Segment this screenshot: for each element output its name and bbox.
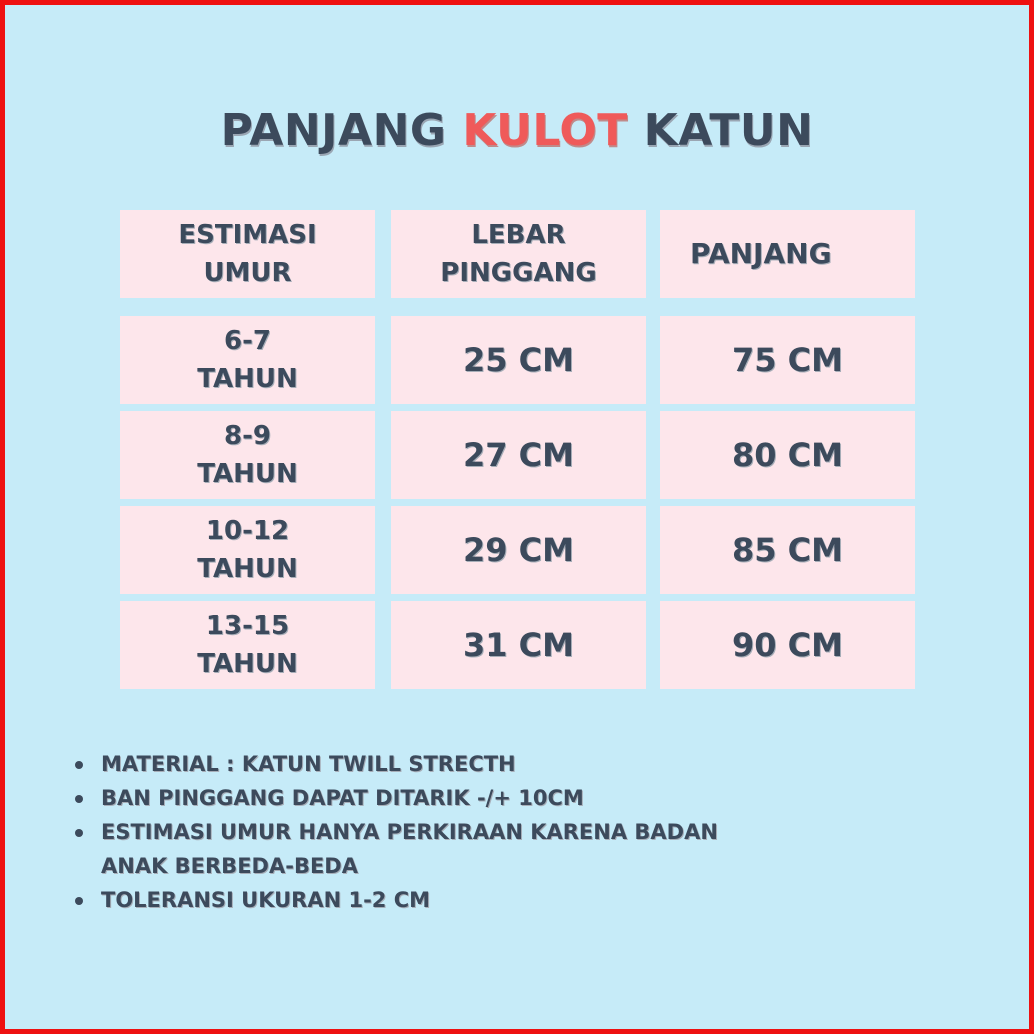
page-title	[5, 101, 1029, 161]
header-cell-waist	[391, 210, 646, 298]
table-cell-age	[120, 506, 375, 594]
header-length-label: PANJANG	[690, 237, 832, 270]
table-cell-age	[120, 316, 375, 404]
table-cell-waist	[391, 411, 646, 499]
header-cell-length	[660, 210, 915, 298]
length-value: 85 CM	[732, 531, 843, 569]
table-cell-age	[120, 411, 375, 499]
notes-list	[73, 747, 791, 917]
waist-value: 27 CM	[463, 436, 574, 474]
note-item: ESTIMASI UMUR HANYA PERKIRAAN KARENA BADAN ANAK BERBEDA-BEDA	[73, 815, 791, 883]
table-cell-length	[660, 601, 915, 689]
header-age-line1: ESTIMASI	[178, 220, 317, 250]
table-cell-age	[120, 601, 375, 689]
age-range: 6-7	[224, 326, 271, 356]
age-unit: TAHUN	[197, 459, 298, 489]
length-value: 80 CM	[732, 436, 843, 474]
length-value: 90 CM	[732, 626, 843, 664]
table-cell-waist	[391, 601, 646, 689]
table-cell-waist	[391, 316, 646, 404]
table-cell-length	[660, 316, 915, 404]
age-range: 10-12	[205, 516, 290, 546]
age-range: 13-15	[205, 611, 290, 641]
age-range: 8-9	[224, 421, 271, 451]
note-item: TOLERANSI UKURAN 1-2 CM	[73, 883, 791, 917]
title-accent: KULOT	[462, 105, 628, 156]
waist-value: 25 CM	[463, 341, 574, 379]
header-waist-line2: PINGGANG	[440, 258, 597, 288]
note-item: BAN PINGGANG DAPAT DITARIK -/+ 10CM	[73, 781, 791, 815]
age-unit: TAHUN	[197, 364, 298, 394]
length-value: 75 CM	[732, 341, 843, 379]
header-cell-age	[120, 210, 375, 298]
table-cell-waist	[391, 506, 646, 594]
waist-value: 29 CM	[463, 531, 574, 569]
title-part-2: KATUN	[627, 105, 814, 156]
header-waist-line1: LEBAR	[471, 220, 566, 250]
table-cell-length	[660, 411, 915, 499]
waist-value: 31 CM	[463, 626, 574, 664]
title-part-1: PANJANG	[220, 105, 463, 156]
age-unit: TAHUN	[197, 649, 298, 679]
table-cell-length	[660, 506, 915, 594]
age-unit: TAHUN	[197, 554, 298, 584]
header-age-line2: UMUR	[203, 258, 292, 288]
note-item: MATERIAL : KATUN TWILL STRECTH	[73, 747, 791, 781]
